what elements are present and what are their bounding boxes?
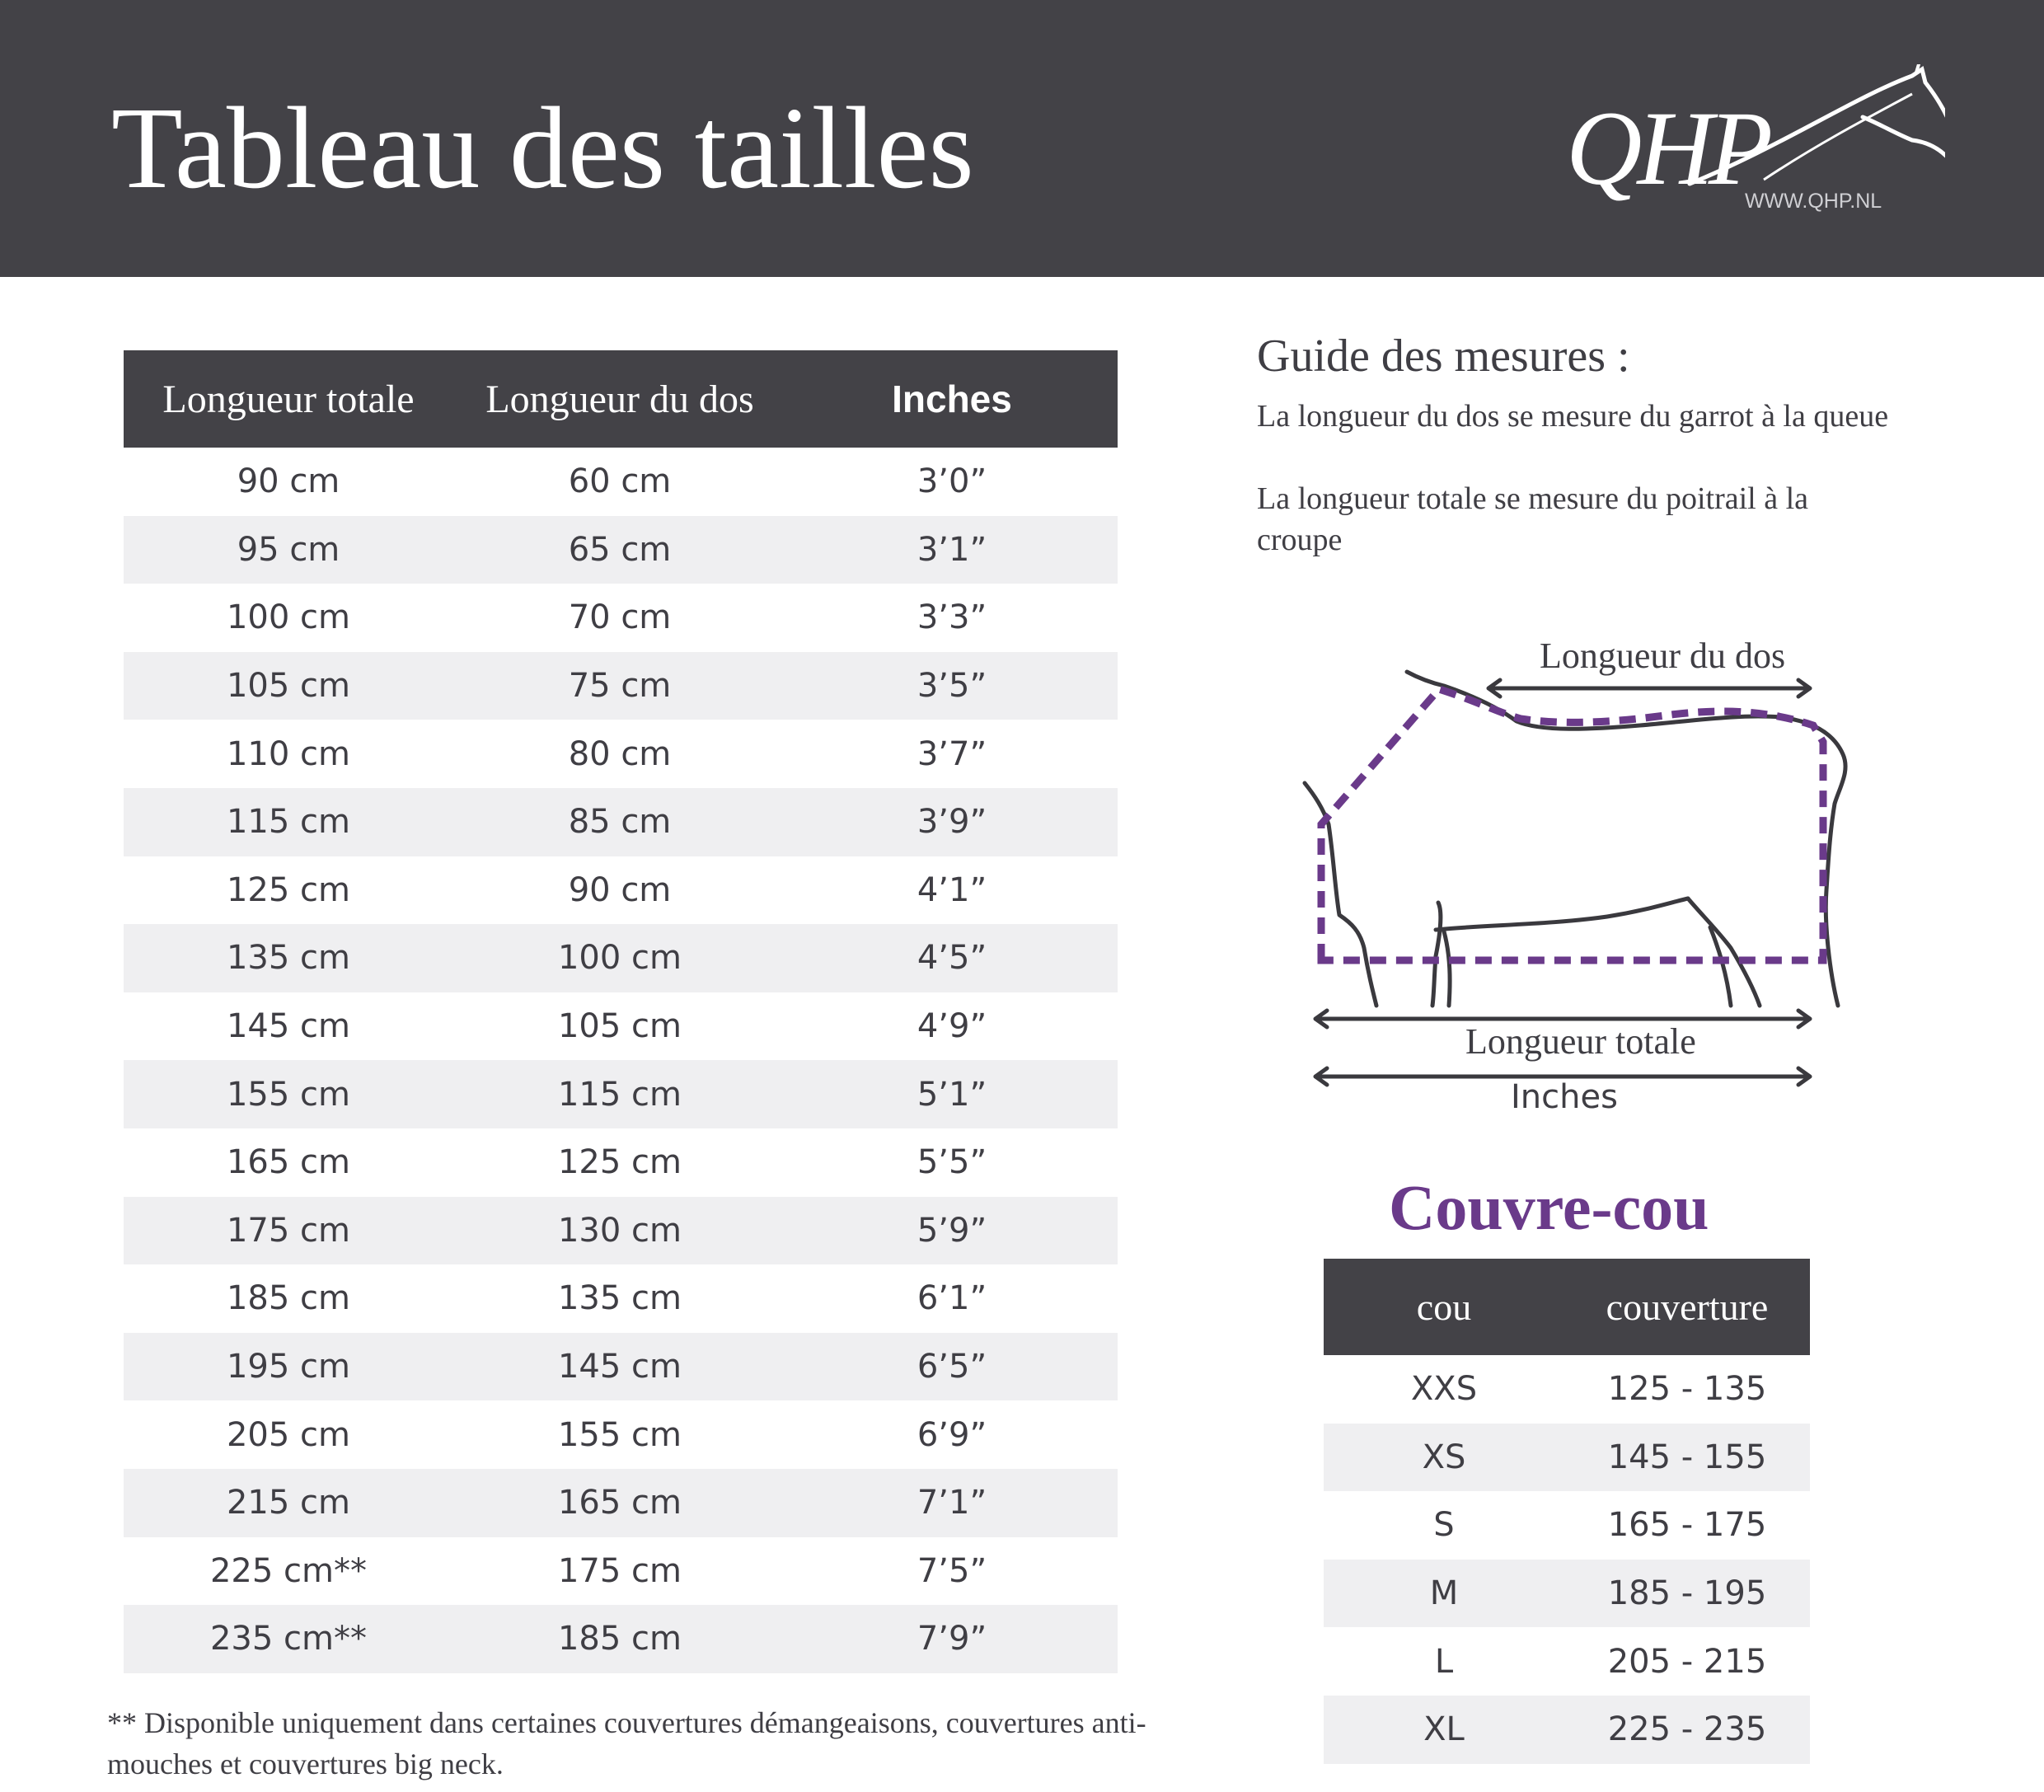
- table-row: [1324, 1355, 1810, 1424]
- inches-cell: 5’9”: [786, 1197, 1118, 1265]
- inches-cell: 6’9”: [917, 1415, 987, 1454]
- table-row: [124, 1060, 1118, 1128]
- inches-cell: 3’5”: [786, 652, 1118, 720]
- inches-cell: 4’5”: [786, 924, 1118, 992]
- couvre-cou-header-row: [1324, 1259, 1810, 1355]
- total-length-cell: 115 cm: [124, 788, 453, 856]
- back-length-cell: 65 cm: [453, 516, 786, 584]
- back-length-cell: 185 cm: [453, 1605, 786, 1673]
- inches-cell: 7’5”: [917, 1551, 987, 1590]
- back-length-cell: 115 cm: [453, 1060, 786, 1128]
- guide-title: Guide des mesures :: [1257, 331, 1630, 382]
- total-length-cell: 105 cm: [124, 652, 453, 720]
- inches-cell: 4’9”: [917, 1007, 987, 1046]
- neck-size-cell: XS: [1324, 1424, 1564, 1492]
- blanket-range-cell: 145 - 155: [1564, 1424, 1810, 1492]
- diagram-label-total-length: Longueur totale: [1465, 1021, 1696, 1062]
- header-banner: [0, 0, 2044, 277]
- size-table-header-row: [124, 350, 1118, 448]
- inches-cell: 5’5”: [917, 1143, 987, 1182]
- back-length-cell: 155 cm: [557, 1415, 682, 1454]
- table-row: [124, 1537, 1118, 1606]
- blanket-range-cell: 165 - 175: [1607, 1506, 1767, 1545]
- back-length-cell: 80 cm: [568, 734, 672, 773]
- page-title: Tableau des tailles: [111, 82, 974, 213]
- back-length-cell: 70 cm: [568, 598, 672, 637]
- back-length-cell: 125 cm: [557, 1143, 682, 1182]
- logo-url: WWW.QHP.NL: [1745, 190, 1882, 213]
- inches-cell: 3’7”: [917, 734, 987, 773]
- qhp-logo: [1566, 64, 1945, 221]
- inches-cell: 5’1”: [786, 1060, 1118, 1128]
- inches-cell: 3’1”: [786, 516, 1118, 584]
- back-length-cell: 105 cm: [557, 1007, 682, 1046]
- back-length-cell: 135 cm: [557, 1279, 682, 1318]
- inches-cell: 3’0”: [917, 462, 987, 501]
- back-length-cell: 145 cm: [453, 1333, 786, 1401]
- inches-cell: 7’1”: [786, 1469, 1118, 1537]
- inches-cell: 4’1”: [917, 870, 987, 909]
- total-length-cell: 235 cm**: [124, 1605, 453, 1673]
- neck-size-cell: M: [1324, 1560, 1564, 1628]
- table-row: [124, 1469, 1118, 1537]
- table-row: [1324, 1627, 1810, 1696]
- total-length-cell: 95 cm: [124, 516, 453, 584]
- back-length-cell: 90 cm: [568, 870, 672, 909]
- total-length-cell: 125 cm: [226, 870, 351, 909]
- table-row: [1324, 1696, 1810, 1764]
- back-length-cell: 130 cm: [453, 1197, 786, 1265]
- table-row: [1324, 1560, 1810, 1628]
- header-blanket: couverture: [1564, 1259, 1810, 1355]
- header-total-length: Longueur totale: [124, 350, 453, 448]
- total-length-cell: 165 cm: [226, 1143, 351, 1182]
- blanket-range-cell: 225 - 235: [1564, 1696, 1810, 1764]
- table-row: [124, 1333, 1118, 1401]
- couvre-cou-title: Couvre-cou: [1389, 1171, 1709, 1243]
- inches-cell: 6’1”: [917, 1279, 987, 1318]
- logo-wordmark: QHP: [1566, 90, 1769, 207]
- table-row: [124, 448, 1118, 516]
- header-inches: Inches: [786, 350, 1118, 448]
- total-length-cell: 185 cm: [226, 1279, 351, 1318]
- back-length-cell: 85 cm: [453, 788, 786, 856]
- total-length-cell: 110 cm: [226, 734, 351, 773]
- header-neck: cou: [1324, 1259, 1564, 1355]
- inches-cell: 3’9”: [786, 788, 1118, 856]
- total-length-cell: 135 cm: [124, 924, 453, 992]
- table-row: [124, 652, 1118, 720]
- table-row: [124, 720, 1118, 788]
- table-row: [124, 1128, 1118, 1197]
- total-length-cell: 205 cm: [226, 1415, 351, 1454]
- blanket-range-cell: 185 - 195: [1564, 1560, 1810, 1628]
- total-length-cell: 225 cm**: [209, 1551, 368, 1590]
- table-row: [124, 1264, 1118, 1333]
- total-length-cell: 195 cm: [124, 1333, 453, 1401]
- table-row: [1324, 1424, 1810, 1492]
- inches-cell: 3’3”: [917, 598, 987, 637]
- back-length-cell: 75 cm: [453, 652, 786, 720]
- table-row: [1324, 1491, 1810, 1560]
- footnote: ** Disponible uniquement dans certaines couvertures démangeaisons, couvertures anti-mouches et couvertures big neck.: [107, 1706, 1146, 1780]
- back-length-cell: 165 cm: [453, 1469, 786, 1537]
- guide-total-length-text: La longueur totale se mesure du poitrail à la croupe: [1257, 481, 1808, 557]
- back-length-cell: 175 cm: [557, 1551, 682, 1590]
- total-length-cell: 175 cm: [124, 1197, 453, 1265]
- blanket-range-cell: 125 - 135: [1607, 1370, 1767, 1409]
- diagram-label-back-length: Longueur du dos: [1540, 636, 1786, 676]
- neck-size-cell: XXS: [1410, 1370, 1478, 1409]
- blanket-range-cell: 205 - 215: [1607, 1642, 1767, 1681]
- total-length-cell: 215 cm: [124, 1469, 453, 1537]
- inches-cell: 7’9”: [786, 1605, 1118, 1673]
- diagram-label-inches: Inches: [1511, 1078, 1618, 1116]
- table-row: [124, 584, 1118, 652]
- size-table: [124, 350, 1118, 1673]
- back-length-cell: 60 cm: [568, 462, 672, 501]
- total-length-cell: 100 cm: [226, 598, 351, 637]
- neck-size-cell: L: [1434, 1642, 1454, 1681]
- table-row: [124, 516, 1118, 584]
- table-row: [124, 1605, 1118, 1673]
- table-row: [124, 924, 1118, 992]
- total-length-cell: 90 cm: [237, 462, 340, 501]
- neck-size-cell: XL: [1324, 1696, 1564, 1764]
- neck-size-cell: S: [1433, 1506, 1455, 1545]
- inches-cell: 6’5”: [786, 1333, 1118, 1401]
- total-length-cell: 155 cm: [124, 1060, 453, 1128]
- back-length-arrow: [1488, 680, 1810, 697]
- table-row: [124, 856, 1118, 925]
- table-row: [124, 788, 1118, 856]
- couvre-cou-table: [1324, 1259, 1810, 1764]
- guide-back-length-text: La longueur du dos se mesure du garrot à la queue: [1257, 399, 1889, 434]
- total-length-cell: 145 cm: [226, 1007, 351, 1046]
- table-row: [124, 1197, 1118, 1265]
- back-length-cell: 100 cm: [453, 924, 786, 992]
- table-row: [124, 1400, 1118, 1469]
- table-row: [124, 992, 1118, 1061]
- header-back-length: Longueur du dos: [453, 350, 786, 448]
